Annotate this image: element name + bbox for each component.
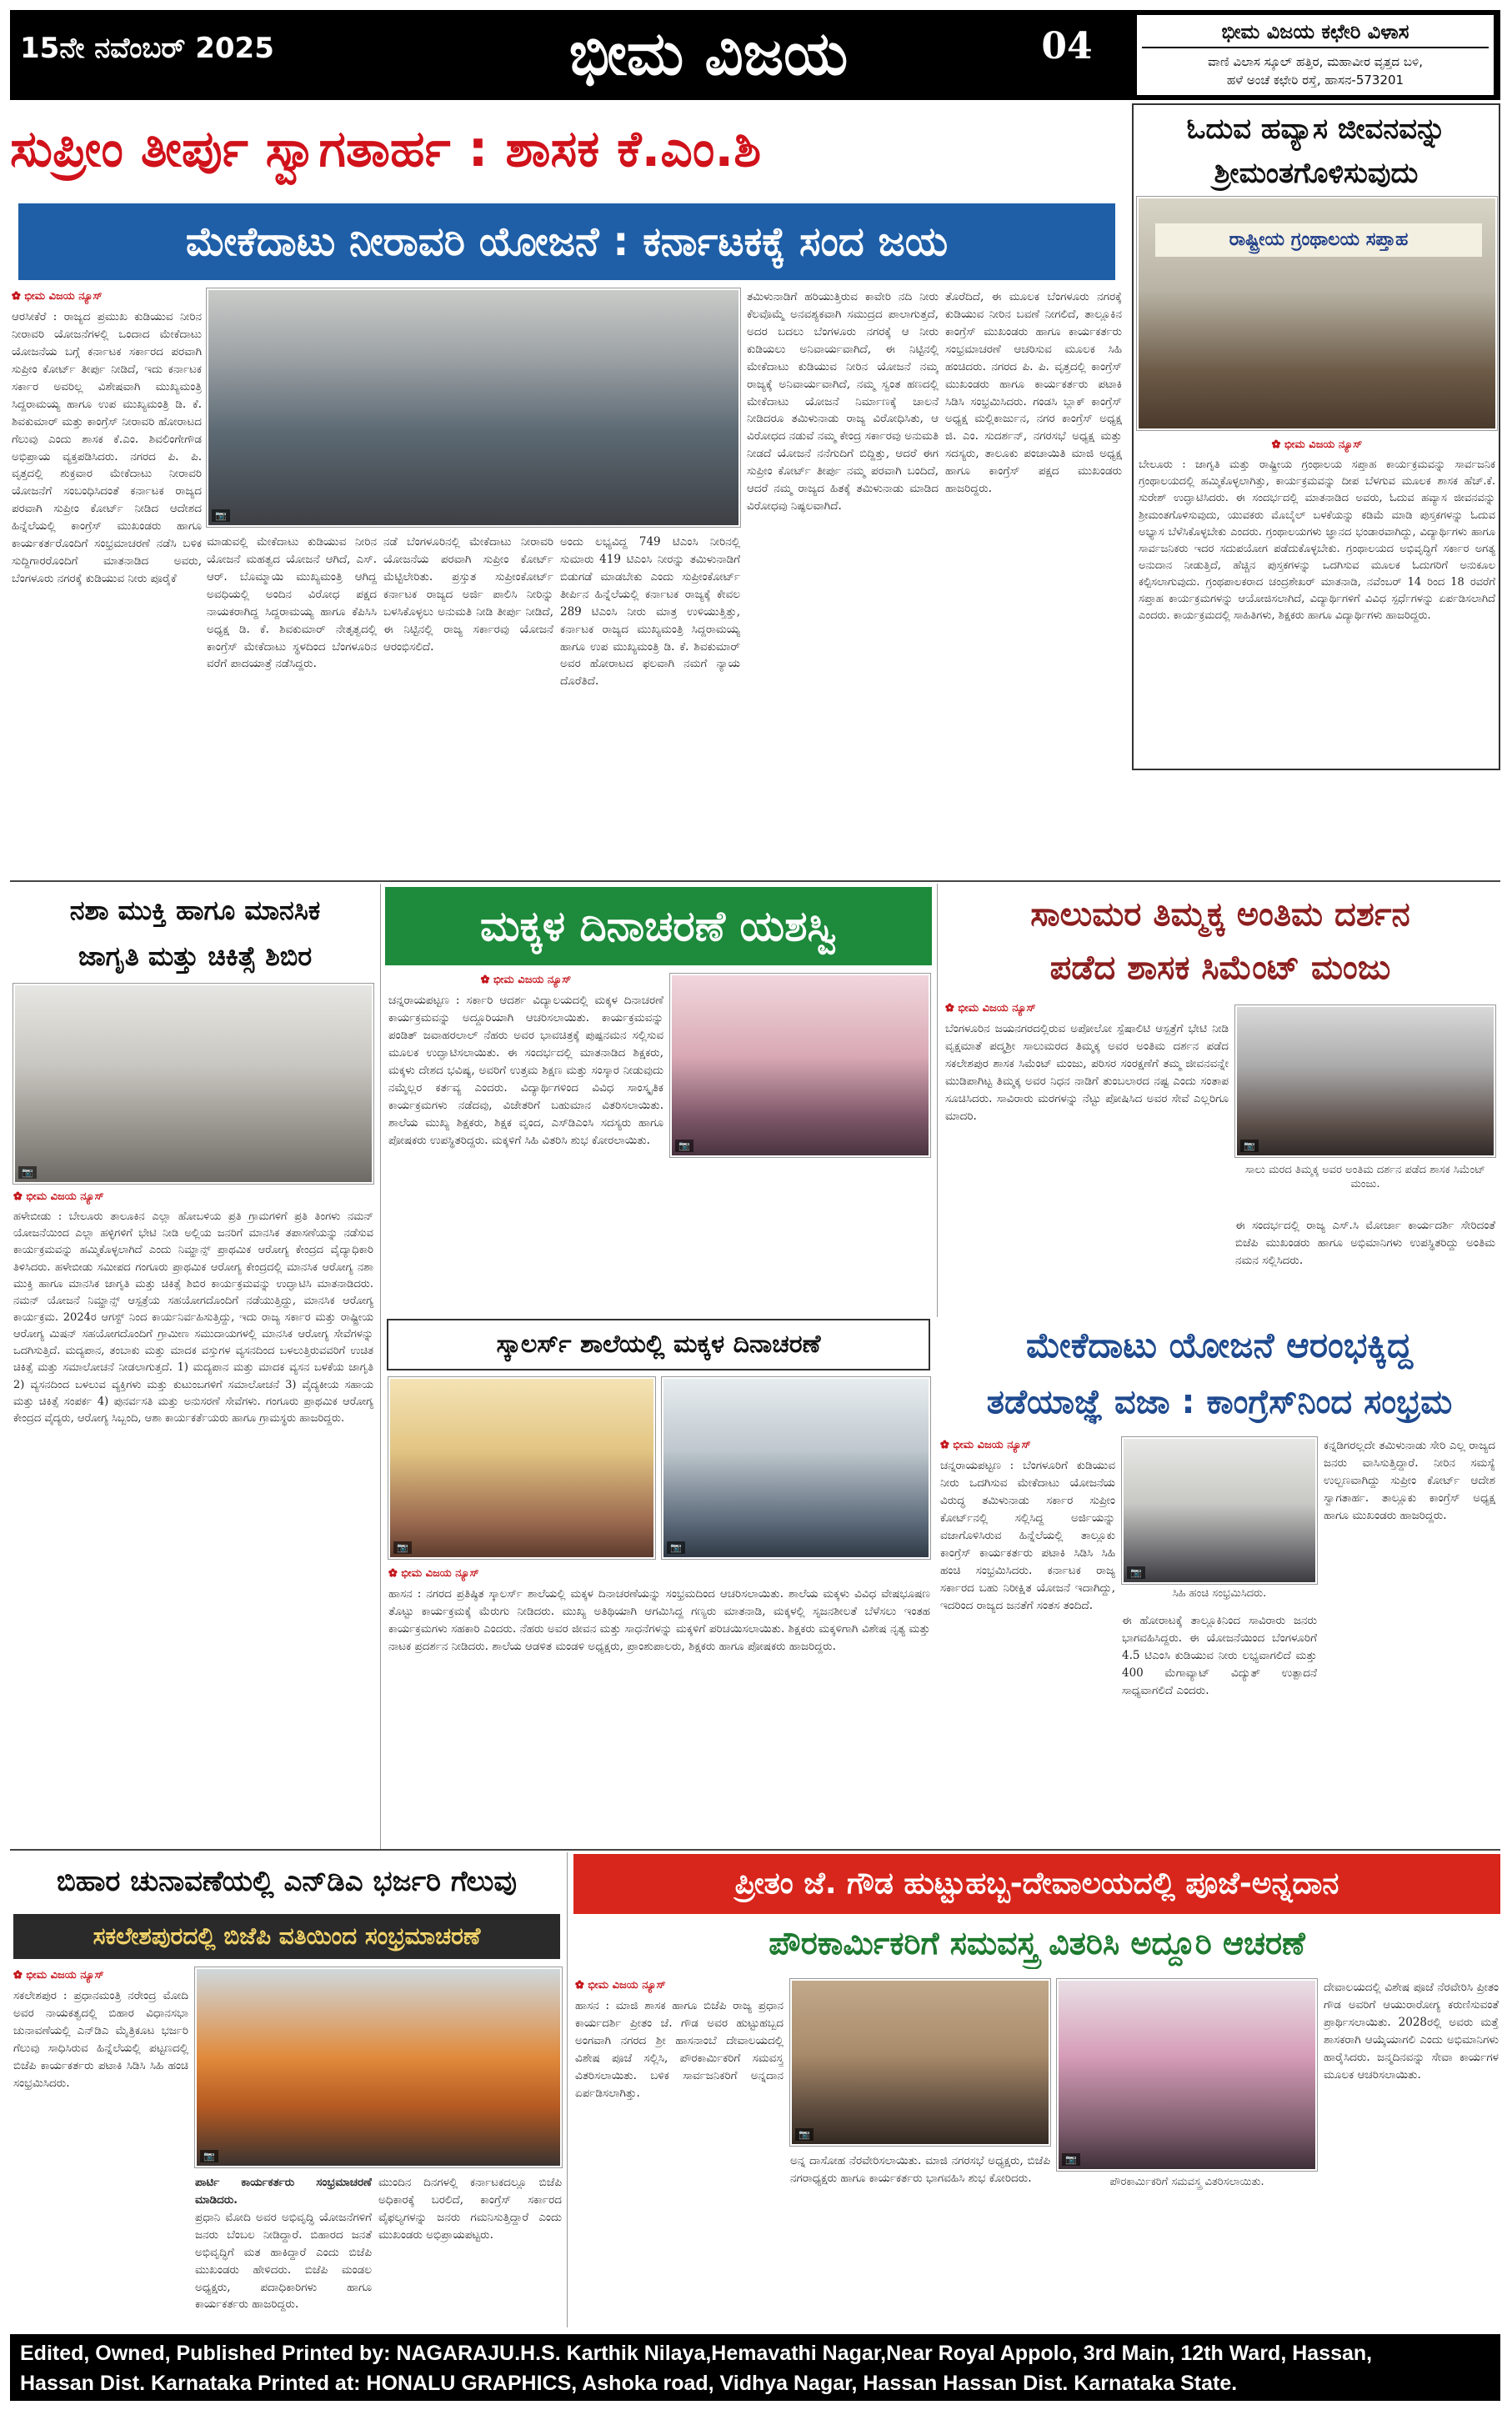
office-address-line1: ವಾಣಿ ವಿಲಾಸ ಸ್ಕೂಲ್ ಹತ್ತಿರ, ಮಹಾವೀರ ವೃತ್ತದ ಬಳಿ, bbox=[1208, 54, 1423, 69]
children-day-body bbox=[388, 972, 663, 1310]
story1-headline: ಸುಪ್ರೀಂ ತೀರ್ಪು ಸ್ವಾಗತಾರ್ಹ : ಶಾಸಕ ಕೆ.ಎಂ.ಶಿ bbox=[10, 120, 762, 178]
mekedatu2-text-col3: ಕನ್ನಡಿಗರಲ್ಲದೇ ತಮಿಳುನಾಡು ಸೇರಿ ಎಲ್ಲ ರಾಜ್ಯದ ಜನರು ವಾಸಿಸುತ್ತಿದ್ದಾರೆ. ನೀರಿನ ಸಮಸ್ಯೆ ಉಲ್ಬಣವಾಗಿದ್ದು ಸುಪ್ರೀಂ ಕೋರ್ಟ್ ಆದೇಶ ಸ್ವಾಗತಾರ್ಹ. ತಾಲ್ಲೂಕು ಕಾಂಗ್ರೆಸ್ ಅಧ್ಯಕ್ಷ ಹಾಗೂ ಮುಖಂಡರು ಹಾಜರಿದ್ದರು. bbox=[1324, 1439, 1495, 1522]
thimmakka-col2 bbox=[1235, 1217, 1495, 1309]
column-rule-1 bbox=[380, 884, 381, 1851]
story1-photo-placeholder: 📷 bbox=[212, 509, 230, 522]
children-day-photo bbox=[670, 974, 930, 1157]
thimmakka-text-col1: ಬೆಂಗಳೂರಿನ ಜಯನಗರದಲ್ಲಿರುವ ಅಪೋಲೋ ಸ್ಪೆಷಾಲಿಟಿ ಆಸ್ಪತ್ರೆಗೆ ಭೇಟಿ ನೀಡಿ ವೃಕ್ಷಮಾತೆ ಪದ್ಮಶ್ರೀ ಸಾಲುಮರದ ತಿಮ್ಮಕ್ಕ ಅವರ ಅಂತಿಮ ದರ್ಶನ ಪಡೆದ ಸಕಲೇಶಪುರ ಶಾಸಕ ಸಿಮೆಂಟ್ ಮಂಜು, ಪರಿಸರ ಸಂರಕ್ಷಣೆಗೆ ತಮ್ಮ ಜೀವನವನ್ನೇ ಮುಡಿಪಾಗಿಟ್ಟ ತಿಮ್ಮಕ್ಕ ಅವರ ನಿಧನ ನಾಡಿಗೆ ತುಂಬಲಾರದ ನಷ್ಟ ಎಂದು ಸಂತಾಪ ಸೂಚಿಸಿದರು. ಸಾವಿರಾರು ಮರಗಳನ್ನು ನೆಟ್ಟು ಪೋಷಿಸಿದ ಅವರ ಸೇವೆ ಎಲ್ಲರಿಗೂ ಮಾದರಿ. bbox=[945, 1022, 1229, 1123]
scholars-photo-2-placeholder: 📷 bbox=[667, 1541, 685, 1554]
story1-col-b bbox=[383, 534, 553, 767]
preetham-photo-2 bbox=[1057, 1979, 1317, 2171]
scholars-text: ಹಾಸನ : ನಗರದ ಪ್ರತಿಷ್ಠಿತ ಸ್ಕಾಲರ್ಸ್ ಶಾಲೆಯಲ್ಲಿ ಮಕ್ಕಳ ದಿನಾಚರಣೆಯನ್ನು ಸಂಭ್ರಮದಿಂದ ಆಚರಿಸಲಾಯಿತು. ಶಾಲೆಯ ಮಕ್ಕಳು ವಿವಿಧ ವೇಷಭೂಷಣ ತೊಟ್ಟು ಕಾರ್ಯಕ್ರಮಕ್ಕೆ ಮೆರುಗು ನೀಡಿದರು. ಮುಖ್ಯ ಅತಿಥಿಯಾಗಿ ಆಗಮಿಸಿದ್ದ ಗಣ್ಯರು ಮಾತನಾಡಿ, ಮಕ್ಕಳಲ್ಲಿ ಸೃಜನಶೀಲತೆ ಬೆಳೆಸಲು ಇಂತಹ ಕಾರ್ಯಕ್ರಮಗಳು ಸಹಕಾರಿ ಎಂದರು. ನೆಹರು ಅವರ ಜೀವನ ಮತ್ತು ಸಾಧನೆಗಳನ್ನು ಮಕ್ಕಳಿಗೆ ಪರಿಚಯಿಸಲಾಯಿತು. ಶಿಕ್ಷಕರು ಮಕ್ಕಳಿಗಾಗಿ ವಿಶೇಷ ನೃತ್ಯ ಮತ್ತು ನಾಟಕ ಪ್ರದರ್ಶನ ನೀಡಿದರು. ಶಾಲೆಯ ಆಡಳಿತ ಮಂಡಳಿ ಅಧ್ಯಕ್ಷರು, ಪ್ರಾಂಶುಪಾಲರು, ಶಿಕ್ಷಕರು ಹಾಗೂ ಪೋಷಕರು ಹಾಜರಿದ್ದರು. bbox=[388, 1587, 930, 1653]
scholars-byline: ✿ ಭೀಮ ವಿಜಯ ನ್ಯೂಸ್ bbox=[388, 1567, 479, 1580]
column-rule-3 bbox=[567, 1852, 568, 2327]
mekedatu2-headline-2: ತಡೆಯಾಜ್ಞೆ ವಜಾ : ಕಾಂಗ್ರೆಸ್‌ನಿಂದ ಸಂಭ್ರಮ bbox=[986, 1383, 1453, 1421]
section-divider-2 bbox=[10, 1849, 1500, 1851]
issue-date: 15ನೇ ನವೆಂಬರ್ 2025 bbox=[20, 32, 274, 65]
scholars-headline: ಸ್ಕಾಲರ್ಸ್ ಶಾಲೆಯಲ್ಲಿ ಮಕ್ಕಳ ದಿನಾಚರಣೆ bbox=[387, 1319, 930, 1370]
library-headline-1: ಓದುವ ಹವ್ಯಾಸ ಜೀವನವನ್ನು bbox=[1186, 113, 1446, 146]
bihar-text-col1: ಸಕಲೇಶಪುರ : ಪ್ರಧಾನಮಂತ್ರಿ ನರೇಂದ್ರ ಮೋದಿ ಅವರ ನಾಯಕತ್ವದಲ್ಲಿ ಬಿಹಾರ ವಿಧಾನಸಭಾ ಚುನಾವಣೆಯಲ್ಲಿ ಎನ್‌ಡಿಎ ಮೈತ್ರಿಕೂಟ ಭರ್ಜರಿ ಗೆಲುವು ಸಾಧಿಸಿರುವ ಹಿನ್ನೆಲೆಯಲ್ಲಿ ಪಟ್ಟಣದಲ್ಲಿ ಬಿಜೆಪಿ ಕಾರ್ಯಕರ್ತರು ಪಟಾಕಿ ಸಿಡಿಸಿ ಸಿಹಿ ಹಂಚಿ ಸಂಭ್ರಮಿಸಿದರು. bbox=[13, 1989, 188, 2090]
mekedatu2-headline-1: ಮೇಕೆದಾಟು ಯೋಜನೆ ಆರಂಭಕ್ಕಿದ್ದ bbox=[1026, 1325, 1413, 1365]
camp-text: ಹಳೇಬೀಡು : ಬೇಲೂರು ತಾಲೂಕಿನ ಎಲ್ಲಾ ಹೋಬಳಿಯ ಪ್ರತಿ ಗ್ರಾಮಗಳಿಗೆ ಪ್ರತಿ ತಿಂಗಳು ನಮನ್ ಯೋಜನೆಯಿಂದ ಎಲ್ಲಾ ಹಳ್ಳಿಗಳಿಗೆ ಭೇಟಿ ನೀಡಿ ಅಲ್ಲಿಯ ಜನರಿಗೆ ಮಾನಸಿಕ ತಪಾಸಣೆಯನ್ನು ನಡೆಸುವ ಕಾರ್ಯಕ್ರಮವನ್ನು ಹಮ್ಮಿಕೊಳ್ಳಲಾಗಿದೆ ಎಂದು ನಿಮ್ಹಾನ್ಸ್ ಪ್ರಾಥಮಿಕ ಆರೋಗ್ಯ ಕೇಂದ್ರದ ವೈದ್ಯಾಧಿಕಾರಿ ತಿಳಿಸಿದರು. ಹಳೇಬೀಡು ಸಮೀಪದ ಗಂಗೂರು ಪ್ರಾಥಮಿಕ ಆರೋಗ್ಯ ಕೇಂದ್ರದಲ್ಲಿ ಮಾನಸಿಕ ಆರೋಗ್ಯ ನಶಾ ಮುಕ್ತಿ ಹಾಗೂ ಮಾನಸಿಕ ಜಾಗೃತಿ ಮತ್ತು ಚಿಕಿತ್ಸೆ ಶಿಬಿರ ಕಾರ್ಯಕ್ರಮವನ್ನು ಉದ್ಘಾಟಿಸಿ ಮಾತನಾಡಿದರು. ನಮನ್ ಯೋಜನೆ ನಿಮ್ಹಾನ್ಸ್ ಆಸ್ಪತ್ರೆಯ ಸಹಯೋಗದೊಂದಿಗೆ ನಡೆಯುತ್ತಿದ್ದು, ಮಾನಸಿಕ ಆರೋಗ್ಯ ಕಾರ್ಯಕ್ರಮ. 2024ರ ಆಗಸ್ಟ್ ನಿಂದ ಕಾರ್ಯನಿರ್ವಹಿಸುತ್ತಿದ್ದು, ಇದು ರಾಜ್ಯ ಸರ್ಕಾರ ಮತ್ತು ರಾಷ್ಟ್ರೀಯ ಆರೋಗ್ಯ ಮಿಷನ್ ಸಹಯೋಗದೊಂದಿಗೆ ಗ್ರಾಮೀಣ ಸಮುದಾಯಗಳಲ್ಲಿ ಮಾನಸಿಕ ಆರೋಗ್ಯ ಸೇವೆಗಳನ್ನು ಒದಗಿಸುತ್ತಿದೆ. ಮದ್ಯಪಾನ, ತಂಬಾಕು ಮತ್ತು ಮಾದಕ ವಸ್ತುಗಳ ವ್ಯಸನದಿಂದ ಬಳಲುತ್ತಿರುವವರಿಗೆ ಉಚಿತ ಚಿಕಿತ್ಸೆ ಮತ್ತು ಸಮಾಲೋಚನೆ ನೀಡಲಾಗುತ್ತದೆ. 1) ಮದ್ಯಪಾನ ಮತ್ತು ಮಾದಕ ವ್ಯಸನ ಬಳಕೆಯ ಜಾಗೃತಿ 2) ವ್ಯಸನದಿಂದ ಬಳಲುವ ವ್ಯಕ್ತಿಗಳು ಮತ್ತು ಕುಟುಂಬಗಳಿಗೆ ಸಮಾಲೋಚನೆ 3) ವೈದ್ಯಕೀಯ ಸಹಾಯ ಮತ್ತು ಚಿಕಿತ್ಸೆ ಸಂಪರ್ಕ 4) ಪುನರ್ವಸತಿ ಮತ್ತು ಅನುಸರಣೆ ಸೇವೆಗಳು. ಗಂಗೂರು ಪ್ರಾಥಮಿಕ ಆರೋಗ್ಯ ಕೇಂದ್ರದ ವೈದ್ಯರು, ಆರೋಗ್ಯ ಸಿಬ್ಬಂದಿ, ಆಶಾ ಕಾರ್ಯಕರ್ತೆಯರು ಹಾಗೂ ಗ್ರಾಮಸ್ಥರು ಹಾಜರಿದ್ದರು. bbox=[13, 1210, 373, 1425]
footer-line-2: Hassan Dist. Karnataka Printed at: HONALU GRAPHICS, Ashoka road, Vidhya Nagar, Hassan Hassan Dist. Karnataka State. bbox=[20, 2372, 1238, 2395]
mekedatu2-photo bbox=[1122, 1437, 1317, 1584]
mekedatu2-photo-placeholder: 📷 bbox=[1127, 1566, 1145, 1579]
camp-photo-placeholder: 📷 bbox=[18, 1166, 37, 1179]
mekedatu2-text-col1: ಚನ್ನರಾಯಪಟ್ಟಣ : ಬೆಂಗಳೂರಿಗೆ ಕುಡಿಯುವ ನೀರು ಒದಗಿಸುವ ಮೇಕೆದಾಟು ಯೋಜನೆಯ ವಿರುದ್ಧ ತಮಿಳುನಾಡು ಸರ್ಕಾರ ಸುಪ್ರೀಂ ಕೋರ್ಟ್‌ನಲ್ಲಿ ಸಲ್ಲಿಸಿದ್ದ ಅರ್ಜಿಯನ್ನು ವಜಾಗೊಳಿಸಿರುವ ಹಿನ್ನೆಲೆಯಲ್ಲಿ ತಾಲ್ಲೂಕು ಕಾಂಗ್ರೆಸ್ ಕಾರ್ಯಕರ್ತರು ಪಟಾಕಿ ಸಿಡಿಸಿ ಸಿಹಿ ಹಂಚಿ ಸಂಭ್ರಮಿಸಿದರು. ಕರ್ನಾಟಕ ರಾಜ್ಯ ಸರ್ಕಾರದ ಬಹು ನಿರೀಕ್ಷಿತ ಯೋಜನೆ ಇದಾಗಿದ್ದು, ಇದರಿಂದ ರಾಜ್ಯದ ಜನತೆಗೆ ಸಂತಸ ತಂದಿದೆ. bbox=[940, 1459, 1115, 1612]
thimmakka-photo-placeholder: 📷 bbox=[1240, 1140, 1259, 1152]
mekedatu2-byline: ✿ ಭೀಮ ವಿಜಯ ನ್ಯೂಸ್ bbox=[940, 1439, 1031, 1451]
scholars-photo-1-placeholder: 📷 bbox=[393, 1541, 412, 1554]
office-address-line2: ಹಳೆ ಅಂಚೆ ಕಛೇರಿ ರಸ್ತೆ, ಹಾಸನ-573201 bbox=[1226, 73, 1404, 88]
bihar-headline: ಬಿಹಾರ ಚುನಾವಣೆಯಲ್ಲಿ ಎನ್‌ಡಿಎ ಭರ್ಜರಿ ಗೆಲುವು bbox=[56, 1865, 518, 1898]
preetham-photo-2-placeholder: 📷 bbox=[1062, 2153, 1080, 2166]
library-headline-2: ಶ್ರೀಮಂತಗೊಳಿಸುವುದು bbox=[1214, 157, 1419, 190]
thimmakka-headline-1: ಸಾಲುಮರ ತಿಮ್ಮಕ್ಕ ಅಂತಿಮ ದರ್ಶನ bbox=[1030, 895, 1410, 934]
camp-byline: ✿ ಭೀಮ ವಿಜಯ ನ್ಯೂಸ್ bbox=[13, 1190, 104, 1203]
bihar-subhead: ಸಕಲೇಶಪುರದಲ್ಲಿ ಬಿಜೆಪಿ ವತಿಯಿಂದ ಸಂಭ್ರಮಾಚರಣೆ bbox=[13, 1914, 560, 1959]
preetham-subhead: ಪೌರಕಾರ್ಮಿಕರಿಗೆ ಸಮವಸ್ತ್ರ ವಿತರಿಸಿ ಅದ್ದೂರಿ ಆಚರಣೆ bbox=[769, 1925, 1305, 1962]
story1-byline: ✿ ಭೀಮ ವಿಜಯ ನ್ಯೂಸ್ bbox=[12, 290, 103, 303]
story1-col-a bbox=[207, 534, 377, 767]
story1-col1 bbox=[12, 288, 202, 767]
bihar-text-col3: ಮುಂದಿನ ದಿನಗಳಲ್ಲಿ ಕರ್ನಾಟಕದಲ್ಲೂ ಬಿಜೆಪಿ ಅಧಿಕಾರಕ್ಕೆ ಬರಲಿದೆ, ಕಾಂಗ್ರೆಸ್ ಸರ್ಕಾರದ ವೈಫಲ್ಯಗಳನ್ನು ಜನರು ಗಮನಿಸುತ್ತಿದ್ದಾರೆ ಎಂದು ಮುಖಂಡರು ಅಭಿಪ್ರಾಯಪಟ್ಟರು. bbox=[378, 2176, 562, 2242]
preetham-photo-1-placeholder: 📷 bbox=[795, 2128, 814, 2141]
scholars-photo-1 bbox=[388, 1377, 655, 1559]
section-divider-1 bbox=[10, 880, 1500, 882]
children-day-text: ಚನ್ನರಾಯಪಟ್ಟಣ : ಸರ್ಕಾರಿ ಆದರ್ಶ ವಿದ್ಯಾಲಯದಲ್ಲಿ ಮಕ್ಕಳ ದಿನಾಚರಣೆ ಕಾರ್ಯಕ್ರಮವನ್ನು ಅದ್ದೂರಿಯಾಗಿ ಆಚರಿಸಲಾಯಿತು. ಕಾರ್ಯಕ್ರಮವನ್ನು ಪಂಡಿತ್ ಜವಾಹರಲಾಲ್ ನೆಹರು ಅವರ ಭಾವಚಿತ್ರಕ್ಕೆ ಪುಷ್ಪನಮನ ಸಲ್ಲಿಸುವ ಮೂಲಕ ಉದ್ಘಾಟಿಸಲಾಯಿತು. ಈ ಸಂದರ್ಭದಲ್ಲಿ ಮಾತನಾಡಿದ ಶಿಕ್ಷಕರು, ಮಕ್ಕಳು ದೇಶದ ಭವಿಷ್ಯ, ಅವರಿಗೆ ಉತ್ತಮ ಶಿಕ್ಷಣ ಮತ್ತು ಸಂಸ್ಕಾರ ನೀಡುವುದು ನಮ್ಮೆಲ್ಲರ ಕರ್ತವ್ಯ ಎಂದರು. ವಿದ್ಯಾರ್ಥಿಗಳಿಂದ ವಿವಿಧ ಸಾಂಸ್ಕೃತಿಕ ಕಾರ್ಯಕ್ರಮಗಳು ನಡೆದವು, ವಿಜೇತರಿಗೆ ಬಹುಮಾನ ವಿತರಿಸಲಾಯಿತು. ಶಾಲೆಯ ಮುಖ್ಯ ಶಿಕ್ಷಕರು, ಶಿಕ್ಷಕ ವೃಂದ, ಎಸ್‌ಡಿಎಂಸಿ ಸದಸ್ಯರು ಹಾಗೂ ಪೋಷಕರು ಉಪಸ್ಥಿತರಿದ್ದರು. ಮಕ್ಕಳಿಗೆ ಸಿಹಿ ವಿತರಿಸಿ ಶುಭ ಕೋರಲಾಯಿತು. bbox=[388, 994, 663, 1147]
camp-body bbox=[13, 1189, 373, 1846]
mekedatu2-caption: ಸಿಹಿ ಹಂಚಿ ಸಂಭ್ರಮಿಸಿದರು. bbox=[1172, 1587, 1267, 1600]
preetham-col1 bbox=[575, 1977, 784, 2324]
page-number: 04 bbox=[1041, 25, 1093, 68]
column-rule-2 bbox=[937, 884, 938, 1317]
footer-line-1: Edited, Owned, Published Printed by: NAGARAJU.H.S. Karthik Nilaya,Hemavathi Nagar,Near Royal Appolo, 3rd Main, 12th Ward, Hassan, bbox=[20, 2342, 1373, 2365]
camp-headline-2: ಜಾಗೃತಿ ಮತ್ತು ಚಿಕಿತ್ಸೆ ಶಿಬಿರ bbox=[78, 940, 313, 972]
library-byline: ✿ ಭೀಮ ವಿಜಯ ನ್ಯೂಸ್ bbox=[1271, 438, 1363, 451]
thimmakka-caption: ಸಾಲು ಮರದ ತಿಮ್ಮಕ್ಕ ಅವರ ಅಂತಿಮ ದರ್ಶನ ಪಡೆದ ಶಾಸಕ ಸಿಮೆಂಟ್ ಮಂಜು. bbox=[1245, 1164, 1485, 1190]
story1-col2 bbox=[747, 288, 939, 767]
bihar-text-col2: ಪ್ರಧಾನಿ ಮೋದಿ ಅವರ ಅಭಿವೃದ್ಧಿ ಯೋಜನೆಗಳಿಗೆ ಜನರು ಬೆಂಬಲ ನೀಡಿದ್ದಾರೆ. ಬಿಹಾರದ ಜನತೆ ಅಭಿವೃದ್ಧಿಗೆ ಮತ ಹಾಕಿದ್ದಾರೆ ಎಂದು ಬಿಜೆಪಿ ಮುಖಂಡರು ಹೇಳಿದರು. ಬಿಜೆಪಿ ಮಂಡಲ ಅಧ್ಯಕ್ಷರು, ಪದಾಧಿಕಾರಿಗಳು ಹಾಗೂ ಕಾರ್ಯಕರ್ತರು ಹಾಜರಿದ್ದರು. bbox=[195, 2210, 372, 2312]
mekedatu2-col1 bbox=[940, 1437, 1115, 1846]
preetham-byline: ✿ ಭೀಮ ವಿಜಯ ನ್ಯೂಸ್ bbox=[575, 1979, 666, 1992]
story1-subhead: ಮೇಕೆದಾಟು ನೀರಾವರಿ ಯೋಜನೆ : ಕರ್ನಾಟಕಕ್ಕೆ ಸಂದ ಜಯ bbox=[18, 203, 1115, 280]
bihar-col1 bbox=[13, 1967, 188, 2324]
scholars-photo-2 bbox=[662, 1377, 930, 1559]
preetham-headline: ಪ್ರೀತಂ ಜೆ. ಗೌಡ ಹುಟ್ಟುಹಬ್ಬ-ದೇವಾಲಯದಲ್ಲಿ ಪೂಜೆ-ಅನ್ನದಾನ bbox=[573, 1854, 1500, 1914]
bihar-col3 bbox=[378, 2174, 562, 2324]
story1-text-col-b: ನಡೆ ಬೆಂಗಳೂರಿನಲ್ಲಿ ಮೇಕೆದಾಟು ನೀರಾವರಿ ಯೋಜನೆಯ ಪರವಾಗಿ ಸುಪ್ರೀಂ ಕೋರ್ಟ್ ಮೆಟ್ಟಿಲೇರಿತು. ಪ್ರಸ್ತುತ ಸುಪ್ರೀಂಕೋರ್ಟ್ ಕರ್ನಾಟಕ ರಾಜ್ಯದ ಅರ್ಜಿ ಪಾಲಿಸಿ ನೀರಿನ್ನು ಬಳಸಿಕೊಳ್ಳಲು ಅನುಮತಿ ನೀಡಿ ತೀರ್ಪು ನೀಡಿದೆ, ಈ ನಿಟ್ಟಿನಲ್ಲಿ ರಾಜ್ಯ ಸರ್ಕಾರವು ಯೋಜನೆ ಆರಂಭಿಸಲಿದೆ. bbox=[383, 535, 553, 654]
library-text: ಬೇಲೂರು : ಜಾಗೃತಿ ಮತ್ತು ರಾಷ್ಟ್ರೀಯ ಗ್ರಂಥಾಲಯ ಸಪ್ತಾಹ ಕಾರ್ಯಕ್ರಮವನ್ನು ಸಾರ್ವಜನಿಕ ಗ್ರಂಥಾಲಯದಲ್ಲಿ ಹಮ್ಮಿಕೊಳ್ಳಲಾಗಿತ್ತು, ಕಾರ್ಯಕ್ರಮವನ್ನು ದೀಪ ಬೆಳಗುವ ಮೂಲಕ ಶಾಸಕ ಹೆಚ್.ಕೆ. ಸುರೇಶ್ ಉದ್ಘಾಟಿಸಿದರು. ಈ ಸಂದರ್ಭದಲ್ಲಿ ಮಾತನಾಡಿದ ಅವರು, ಓದುವ ಹವ್ಯಾಸ ಜೀವನವನ್ನು ಶ್ರೀಮಂತಗೊಳಿಸುವುದು, ಯುವಕರು ಮೊಬೈಲ್ ಬಳಕೆಯನ್ನು ಕಡಿಮೆ ಮಾಡಿ ಪುಸ್ತಕಗಳನ್ನು ಓದುವ ಅಭ್ಯಾಸ ಬೆಳೆಸಿಕೊಳ್ಳಬೇಕು ಎಂದರು. ಗ್ರಂಥಾಲಯಗಳು ಜ್ಞಾನದ ಭಂಡಾರವಾಗಿದ್ದು, ವಿದ್ಯಾರ್ಥಿಗಳು ಹಾಗೂ ಸಾರ್ವಜನಿಕರು ಇದರ ಸದುಪಯೋಗ ಪಡೆದುಕೊಳ್ಳಬೇಕು. ಗ್ರಂಥಾಲಯದ ಅಭಿವೃದ್ಧಿಗೆ ಸರ್ಕಾರ ಅಗತ್ಯ ಅನುದಾನ ನೀಡುತ್ತಿದೆ, ಹೆಚ್ಚಿನ ಪುಸ್ತಕಗಳನ್ನು ಒದಗಿಸುವ ಮೂಲಕ ಓದುಗರಿಗೆ ಅನುಕೂಲ ಕಲ್ಪಿಸಲಾಗುವುದು. ಗ್ರಂಥಪಾಲಕರಾದ ಚಂದ್ರಶೇಖರ್ ಮಾತನಾಡಿ, ನವೆಂಬರ್ 14 ರಿಂದ 18 ರವರೆಗೆ ಸಪ್ತಾಹ ಕಾರ್ಯಕ್ರಮಗಳನ್ನು ಆಯೋಜಿಸಲಾಗಿದೆ, ವಿದ್ಯಾರ್ಥಿಗಳಿಗೆ ವಿವಿಧ ಸ್ಪರ್ಧೆಗಳನ್ನು ಏರ್ಪಡಿಸಲಾಗಿದೆ ಎಂದರು. ಕಾರ್ಯಕ್ರಮದಲ್ಲಿ ಸಾಹಿತಿಗಳು, ಶಿಕ್ಷಕರು ಹಾಗೂ ವಿದ್ಯಾರ್ಥಿಗಳು ಹಾಜರಿದ್ದರು. bbox=[1139, 458, 1495, 623]
thimmakka-headline-2: ಪಡೆದ ಶಾಸಕ ಸಿಮೆಂಟ್ ಮಂಜು bbox=[1049, 949, 1391, 987]
bihar-caption: ಪಾರ್ಟಿ ಕಾರ್ಯಕರ್ತರು ಸಂಭ್ರಮಾಚರಣೆ ಮಾಡಿದರು. bbox=[195, 2176, 372, 2207]
camp-headline-1: ನಶಾ ಮುಕ್ತಿ ಹಾಗೂ ಮಾನಸಿಕ bbox=[69, 894, 321, 926]
story1-text-col2: ತಮಿಳುನಾಡಿಗೆ ಹರಿಯುತ್ತಿರುವ ಕಾವೇರಿ ನದಿ ನೀರು ಕೆಲವೊಮ್ಮೆ ಅನವಶ್ಯಕವಾಗಿ ಸಮುದ್ರದ ಪಾಲಾಗುತ್ತದೆ, ಅದರ ಬದಲು ಬೆಂಗಳೂರು ನಗರಕ್ಕೆ ಆ ನೀರು ಕುಡಿಯಲು ಅನಿವಾರ್ಯವಾಗಿದೆ, ಈ ನಿಟ್ಟಿನಲ್ಲಿ ಮೇಕೆದಾಟು ಕುಡಿಯುವ ನೀರಿನ ಯೋಜನೆ ನಮ್ಮ ರಾಜ್ಯಕ್ಕೆ ಅನಿವಾರ್ಯವಾಗಿದೆ, ನಮ್ಮ ಸ್ವಂತ ಹಣದಲ್ಲಿ ಮೇಕೆದಾಟು ಯೋಜನೆ ನಿರ್ಮಾಣಕ್ಕೆ ಚಾಲನೆ ನೀಡಿದರೂ ತಮಿಳುನಾಡು ರಾಜ್ಯ ವಿರೋಧಿಸಿತು, ಆ ವಿರೋಧದ ನಡುವೆ ನಮ್ಮ ಕೇಂದ್ರ ಸರ್ಕಾರವು ಅನುಮತಿ ನೀಡದೆ ಯೋಜನೆ ನನೆಗುದಿಗೆ ಬಿದ್ದಿತ್ತು, ಆದರೆ ಈಗ ಸುಪ್ರೀಂ ಕೋರ್ಟ್ ತೀರ್ಪು ನಮ್ಮ ಪರವಾಗಿ ಬಂದಿದೆ, ಆದರೆ ನಮ್ಮ ರಾಜ್ಯದ ಹಿತಕ್ಕೆ ತಮಿಳುನಾಡು ಮಾಡಿದ ವಿರೋಧವು ನಿಷ್ಫಲವಾಗಿದೆ. bbox=[747, 290, 939, 514]
bihar-photo bbox=[195, 1967, 562, 2167]
camp-photo bbox=[13, 984, 373, 1184]
mekedatu2-col3 bbox=[1324, 1437, 1495, 1846]
children-day-byline: ✿ ಭೀಮ ವಿಜಯ ನ್ಯೂಸ್ bbox=[480, 974, 572, 986]
library-photo bbox=[1137, 197, 1497, 430]
story1-text-col1: ಆರಸೀಕೆರೆ : ರಾಜ್ಯದ ಪ್ರಮುಖ ಕುಡಿಯುವ ನೀರಿನ ನೀರಾವರಿ ಯೋಜನೆಗಳಲ್ಲಿ ಒಂದಾದ ಮೇಕೆದಾಟು ಯೋಜನೆಯ ಬಗ್ಗೆ ಕರ್ನಾಟಕ ಸರ್ಕಾರದ ಪರವಾಗಿ ಸುಪ್ರೀಂ ಕೋರ್ಟ್ ತೀರ್ಪು ನೀಡಿದೆ, ಇದು ಕರ್ನಾಟಕ ಸರ್ಕಾರ ಅವರಿಲ್ಲ ವಿಶೇಷವಾಗಿ ಮುಖ್ಯಮಂತ್ರಿ ಸಿದ್ದರಾಮಯ್ಯ ಹಾಗೂ ಉಪ ಮುಖ್ಯಮಂತ್ರಿ ಡಿ. ಕೆ. ಶಿವಕುಮಾರ್ ಮತ್ತು ಕಾಂಗ್ರೆಸ್ ನೀರಾವರಿ ಹೋರಾಟದ ಗೆಲುವು ಎಂದು ಶಾಸಕ ಕೆ.ಎಂ. ಶಿವಲಿಂಗೇಗೌಡ ಅಭಿಪ್ರಾಯ ವ್ಯಕ್ತಪಡಿಸಿದರು. ನಗರದ ಪಿ. ಪಿ. ವೃತ್ತದಲ್ಲಿ ಶುಕ್ರವಾರ ಮೇಕೆದಾಟು ನೀರಾವರಿ ಯೋಜನೆಗೆ ಸಂಬಂಧಿಸಿದಂತೆ ಕರ್ನಾಟಕ ರಾಜ್ಯದ ಪರವಾಗಿ ಸುಪ್ರೀಂ ಕೋರ್ಟ್ ನೀಡಿದ ಆದೇಶದ ಹಿನ್ನೆಲೆಯಲ್ಲಿ ಕಾಂಗ್ರೆಸ್ ಮುಖಂಡರು ಹಾಗೂ ಕಾರ್ಯಕರ್ತರೊಂದಿಗೆ ಸಂಭ್ರಮಾಚರಣೆ ನಡೆಸಿ ಬಳಿಕ ಸುದ್ದಿಗಾರರೊಂದಿಗೆ ಮಾತನಾಡಿದ ಅವರು, ಬೆಂಗಳೂರು ನಗರಕ್ಕೆ ಕುಡಿಯುವ ನೀರು ಪೂರೈಕೆ bbox=[12, 310, 202, 585]
library-body bbox=[1139, 437, 1495, 767]
mekedatu2-col2 bbox=[1122, 1612, 1317, 1846]
story1-text-col3: ತೊರೆದಿದೆ, ಈ ಮೂಲಕ ಬೆಂಗಳೂರು ನಗರಕ್ಕೆ ಕುಡಿಯುವ ನೀರಿನ ಬವಣೆ ನೀಗಲಿದೆ, ತಾಲ್ಲೂಕಿನ ಕಾಂಗ್ರೆಸ್ ಮುಖಂಡರು ಹಾಗೂ ಕಾರ್ಯಕರ್ತರು ಸಂಭ್ರಮಾಚರಣೆ ಆಚರಿಸುವ ಮೂಲಕ ಸಿಹಿ ಹಂಚಿದರು. ನಗರದ ಪಿ. ಪಿ. ವೃತ್ತದಲ್ಲಿ ಕಾಂಗ್ರೆಸ್ ಮುಖಂಡರು ಹಾಗೂ ಕಾರ್ಯಕರ್ತರು ಪಟಾಕಿ ಸಿಡಿಸಿ ಸಂಭ್ರಮಿಸಿದರು. ಗಂಡಸಿ ಬ್ಲಾಕ್ ಕಾಂಗ್ರೆಸ್ ಅಧ್ಯಕ್ಷ ಮಲ್ಲಿಕಾರ್ಜುನ, ನಗರ ಕಾಂಗ್ರೆಸ್ ಅಧ್ಯಕ್ಷ ಜಿ. ಎಂ. ಸುದರ್ಶನ್, ನಗರಸಭೆ ಅಧ್ಯಕ್ಷ ಮತ್ತು ಸದಸ್ಯರು, ತಾಲೂಕು ಪಂಚಾಯಿತಿ ಮಾಜಿ ಅಧ್ಯಕ್ಷ ಹಾಗೂ ಕಾಂಗ್ರೆಸ್ ಪಕ್ಷದ ಮುಖಂಡರು ಹಾಜರಿದ್ದರು. bbox=[945, 290, 1122, 496]
thimmakka-photo bbox=[1235, 1005, 1495, 1157]
preetham-col2 bbox=[790, 2152, 1050, 2324]
preetham-col3 bbox=[1324, 1979, 1499, 2324]
children-day-photo-placeholder: 📷 bbox=[675, 1140, 693, 1152]
story1-col-c bbox=[560, 534, 740, 767]
story1-photo bbox=[207, 288, 740, 527]
preetham-photo-1 bbox=[790, 1979, 1050, 2146]
library-banner: ರಾಷ್ಟ್ರೀಯ ಗ್ರಂಥಾಲಯ ಸಪ್ತಾಹ bbox=[1155, 223, 1482, 257]
story1-text-col-c: ಅಂದು ಲಭ್ಯವಿದ್ದ 749 ಟಿಎಂಸಿ ನೀರಿನಲ್ಲಿ ಸುಮಾರು 419 ಟಿಎಂಸಿ ನೀರನ್ನು ತಮಿಳುನಾಡಿಗೆ ಬಿಡುಗಡೆ ಮಾಡಬೇಕು ಎಂದು ಸುಪ್ರೀಂಕೋರ್ಟ್ ತೀರ್ಪಿನ ಹಿನ್ನೆಲೆಯಲ್ಲಿ ಕರ್ನಾಟಕ ರಾಜ್ಯಕ್ಕೆ ಕೇವಲ 289 ಟಿಎಂಸಿ ನೀರು ಮಾತ್ರ ಉಳಿಯುತ್ತಿತ್ತು, ಕರ್ನಾಟಕ ರಾಜ್ಯದ ಮುಖ್ಯಮಂತ್ರಿ ಸಿದ್ದರಾಮಯ್ಯ ಹಾಗೂ ಉಪ ಮುಖ್ಯಮಂತ್ರಿ ಡಿ. ಕೆ. ಶಿವಕುಮಾರ್ ಅವರ ಹೋರಾಟದ ಫಲವಾಗಿ ನಮಗೆ ನ್ಯಾಯ ದೊರೆತಿದೆ. bbox=[560, 535, 740, 689]
office-address-box bbox=[1135, 13, 1495, 97]
preetham-text-col2: ಅನ್ನ ದಾಸೋಹ ನೆರವೇರಿಸಲಾಯಿತು. ಮಾಜಿ ನಗರಸಭೆ ಅಧ್ಯಕ್ಷರು, ಬಿಜೆಪಿ ನಗರಾಧ್ಯಕ್ಷರು ಹಾಗೂ ಕಾರ್ಯಕರ್ತರು ಭಾಗವಹಿಸಿ ಶುಭ ಕೋರಿದರು. bbox=[790, 2154, 1050, 2185]
thimmakka-text-col2: ಈ ಸಂದರ್ಭದಲ್ಲಿ ರಾಜ್ಯ ಎಸ್.ಸಿ ಮೋರ್ಚಾ ಕಾರ್ಯದರ್ಶಿ ಸೇರಿದಂತೆ ಬಿಜೆಪಿ ಮುಖಂಡರು ಹಾಗೂ ಅಭಿಮಾನಿಗಳು ಉಪಸ್ಥಿತರಿದ್ದು ಅಂತಿಮ ನಮನ ಸಲ್ಲಿಸಿದರು. bbox=[1235, 1219, 1495, 1267]
thimmakka-byline: ✿ ಭೀಮ ವಿಜಯ ನ್ಯೂಸ್ bbox=[945, 1002, 1036, 1015]
story1-col3 bbox=[945, 288, 1122, 767]
preetham-text-col1: ಹಾಸನ : ಮಾಜಿ ಶಾಸಕ ಹಾಗೂ ಬಿಜೆಪಿ ರಾಜ್ಯ ಪ್ರಧಾನ ಕಾರ್ಯದರ್ಶಿ ಪ್ರೀತಂ ಜೆ. ಗೌಡ ಅವರ ಹುಟ್ಟುಹಬ್ಬದ ಅಂಗವಾಗಿ ನಗರದ ಶ್ರೀ ಹಾಸನಾಂಬೆ ದೇವಾಲಯದಲ್ಲಿ ವಿಶೇಷ ಪೂಜೆ ಸಲ್ಲಿಸಿ, ಪೌರಕಾರ್ಮಿಕರಿಗೆ ಸಮವಸ್ತ್ರ ವಿತರಿಸಲಾಯಿತು. ಬಳಿಕ ಸಾರ್ವಜನಿಕರಿಗೆ ಅನ್ನದಾನ ಏರ್ಪಡಿಸಲಾಗಿತ್ತು. bbox=[575, 1999, 784, 2100]
bihar-byline: ✿ ಭೀಮ ವಿಜಯ ನ್ಯೂಸ್ bbox=[13, 1969, 104, 1982]
scholars-body bbox=[388, 1566, 930, 1846]
preetham-caption: ಪೌರಕಾರ್ಮಿಕರಿಗೆ ಸಮವಸ್ತ್ರ ವಿತರಿಸಲಾಯಿತು. bbox=[1109, 2176, 1264, 2188]
bihar-photo-placeholder: 📷 bbox=[200, 2150, 218, 2162]
story1-text-col-a: ಮಾಡುವಲ್ಲಿ ಮೇಕೆದಾಟು ಕುಡಿಯುವ ನೀರಿನ ಯೋಜನೆ ಮಹತ್ವದ ಯೋಜನೆ ಆಗಿದೆ, ಎಸ್. ಆರ್. ಬೊಮ್ಮಾಯಿ ಮುಖ್ಯಮಂತ್ರಿ ಆಗಿದ್ದ ಅವಧಿಯಲ್ಲಿ ಅಂದಿನ ವಿರೋಧ ಪಕ್ಷದ ನಾಯಕರಾಗಿದ್ದ ಸಿದ್ದರಾಮಯ್ಯ ಹಾಗೂ ಕೆಪಿಸಿಸಿ ಅಧ್ಯಕ್ಷ ಡಿ. ಕೆ. ಶಿವಕುಮಾರ್ ನೇತೃತ್ವದಲ್ಲಿ ಕಾಂಗ್ರೆಸ್ ಮೇಕೆದಾಟು ಸ್ಥಳದಿಂದ ಬೆಂಗಳೂರಿನ ವರೆಗೆ ಪಾದಯಾತ್ರೆ ನಡೆಸಿದ್ದರು. bbox=[207, 535, 377, 671]
children-day-headline: ಮಕ್ಕಳ ದಿನಾಚರಣೆ ಯಶಸ್ವಿ bbox=[385, 887, 932, 965]
newspaper-title: ಭೀಮ ವಿಜಯ bbox=[568, 18, 849, 88]
preetham-text-col3: ದೇವಾಲಯದಲ್ಲಿ ವಿಶೇಷ ಪೂಜೆ ನೆರವೇರಿಸಿ ಪ್ರೀತಂ ಗೌಡ ಅವರಿಗೆ ಆಯುರಾರೋಗ್ಯ ಕರುಣಿಸುವಂತೆ ಪ್ರಾರ್ಥಿಸಲಾಯಿತು. 2028ರಲ್ಲಿ ಅವರು ಮತ್ತೆ ಶಾಸಕರಾಗಿ ಆಯ್ಕೆಯಾಗಲಿ ಎಂದು ಅಭಿಮಾನಿಗಳು ಹಾರೈಸಿದರು. ಜನ್ಮದಿನವನ್ನು ಸೇವಾ ಕಾರ್ಯಗಳ ಮೂಲಕ ಆಚರಿಸಲಾಯಿತು. bbox=[1324, 1981, 1499, 2082]
thimmakka-col1 bbox=[945, 1000, 1229, 1309]
bihar-col2 bbox=[195, 2174, 372, 2324]
mekedatu2-text-col2: ಈ ಹೋರಾಟಕ್ಕೆ ತಾಲ್ಲೂಕಿನಿಂದ ಸಾವಿರಾರು ಜನರು ಭಾಗವಹಿಸಿದ್ದರು. ಈ ಯೋಜನೆಯಿಂದ ಬೆಂಗಳೂರಿಗೆ 4.5 ಟಿಎಂಸಿ ಕುಡಿಯುವ ನೀರು ಲಭ್ಯವಾಗಲಿದೆ ಮತ್ತು 400 ಮೆಗಾವ್ಯಾಟ್ ವಿದ್ಯುತ್ ಉತ್ಪಾದನೆ ಸಾಧ್ಯವಾಗಲಿದೆ ಎಂದರು. bbox=[1122, 1614, 1317, 1697]
office-address-title: ಭೀಮ ವಿಜಯ ಕಛೇರಿ ವಿಳಾಸ bbox=[1142, 20, 1489, 48]
